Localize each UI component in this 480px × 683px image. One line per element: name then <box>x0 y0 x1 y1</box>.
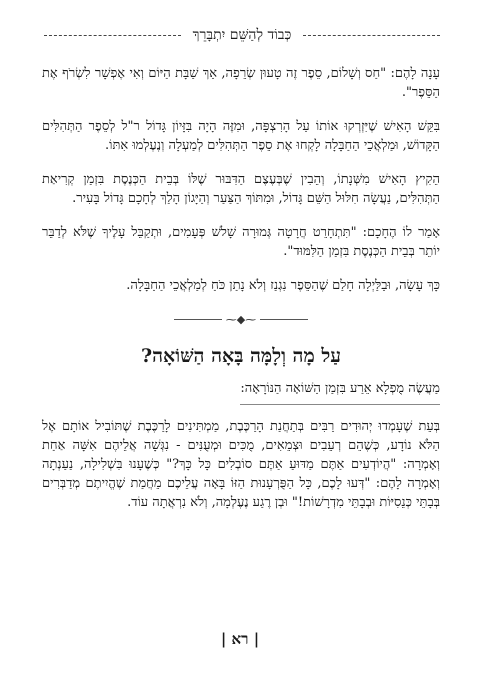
paragraph-4: אָמַר לוֹ הֶחָכָם: "תִּתְחָרֵט חֲרָטָה גְּמוּרָה שָׁלֹשׁ פְּעָמִים, וּתְקַבֵּל עָלֶיךָ שֶׁלֹּא לְדַבֵּר יוֹתֵר בְּבֵית הַכְּנֶסֶת בִּזְמַן הַלִּמּוּד". <box>42 225 440 259</box>
section-heading: עַל מָה וְלָמָּה בָּאָה הַשּׁוֹאָה? <box>140 345 342 367</box>
ornament-divider <box>42 310 440 329</box>
running-header <box>44 24 440 46</box>
header-title: כְּבוֹד לְהַשֵּׁם יִתְבָּרֵךְ <box>192 26 292 43</box>
divider-line-right <box>260 319 308 320</box>
body-text <box>42 64 440 527</box>
flourish-icon: ⁓◆⁓ <box>225 313 257 326</box>
header-rule-right <box>303 35 440 36</box>
paragraph-1: עָנָה לָהֶם: "חַס וְשָׁלוֹם, סֵפֶר זֶה טָעוּן שְׂרֵפָה, אַךְ שַׁבָּת הַיּוֹם וְאִי אֶפְשָׁר לִשְׂרֹף אֶת הַסֵּפֶר". <box>42 66 440 100</box>
page-number: | רא | <box>220 630 260 648</box>
divider-line-left <box>174 319 222 320</box>
section-paragraph: בְּעֵת שֶׁעָמְדוּ יְהוּדִים רַבִּים בְּתַחֲנַת הָרַכֶּבֶת, מַמְתִּינִים לָרַכֶּבֶת שֶׁתּוֹבִיל אוֹתָם אֶל הַלֹּא נוֹדָע, כְּשֶׁהֵם רְעֵבִים וּצְמֵאִים, מֻכִּים וּמְעֻנִּים - נִגְּשָׁה אֲלֵיהֶם אִשָּׁה אַחַת וְאָמְרָה: "הֲיוֹדְעִים אַתֶּם מַדּוּעַ אַתֶּם סוֹבְלִים כָּל כָּךְ?" כְּשֶׁעָנוּ בִּשְׁלִילָה, נַעַנְתָה וְאָמְרָה לָהֶם: "דְּעוּ לָכֶם, כָּל הַפֻּרְעָנוּת הַזּוֹ בָּאָה עֲלֵיכֶם מֵחֲמַת שֶׁהֱיִיתֶם מְדַבְּרִים בְּבָתֵּי כְּנֵסִיּוֹת וּבְבָתֵּי מִדְרָשׁוֹת!" וּבְן רֶגַע נֶעֶלְמָה, וְלֹא נִרְאֲתָה עוֹד. <box>42 419 440 510</box>
paragraph-5: כָּךְ עָשָׂה, וּבַלַּיְלָה חָלַם שֶׁהַסֵּפֶר נִגְנַז וְלֹא נָתַן כֹּחַ לְמַלְאֲכֵי הַחַבָּלָה. <box>126 278 440 293</box>
header-rule-left <box>44 35 181 36</box>
paragraph-3: הֵקִיץ הָאִישׁ מִשְּׁנָתוֹ, וְהֵבִין שֶׁבְּעֶצֶם הַדִּבּוּר שֶׁלּוֹ בְּבֵית הַכְּנֶסֶת בִּזְמַן קְרִיאַת הַתְּהִלִּים, נַעֲשָׂה חִלּוּל הַשֵּׁם גָּדוֹל, וּמִתּוֹךְ הַצַּעַר וְהַיָּגוֹן הָלַךְ לְחָכָם גָּדוֹל בָּעִיר. <box>42 172 440 206</box>
paragraph-2: בִּקֵּשׁ הָאִישׁ שֶׁיִּזְרְקוּ אוֹתוֹ עַל הָרִצְפָּה, וּמִזֶּה הָיָה בִּזָּיוֹן גָּדוֹל ר"ל לְסֵפֶר הַתְּהִלִּים הַקָּדוֹשׁ, וּמַלְאֲכֵי הַחַבָּלָה לָקְחוּ אֶת סֵפֶר הַתְּהִלִּים לְמַעְלָה וְנֶעֶלְמוּ אִתּוֹ. <box>42 119 440 153</box>
section-subheading: מַעֲשֶׂה מֻפְלָא אֵרַע בִּזְמַן הַשּׁוֹאָה הַנּוֹרָאָה: <box>240 379 440 405</box>
